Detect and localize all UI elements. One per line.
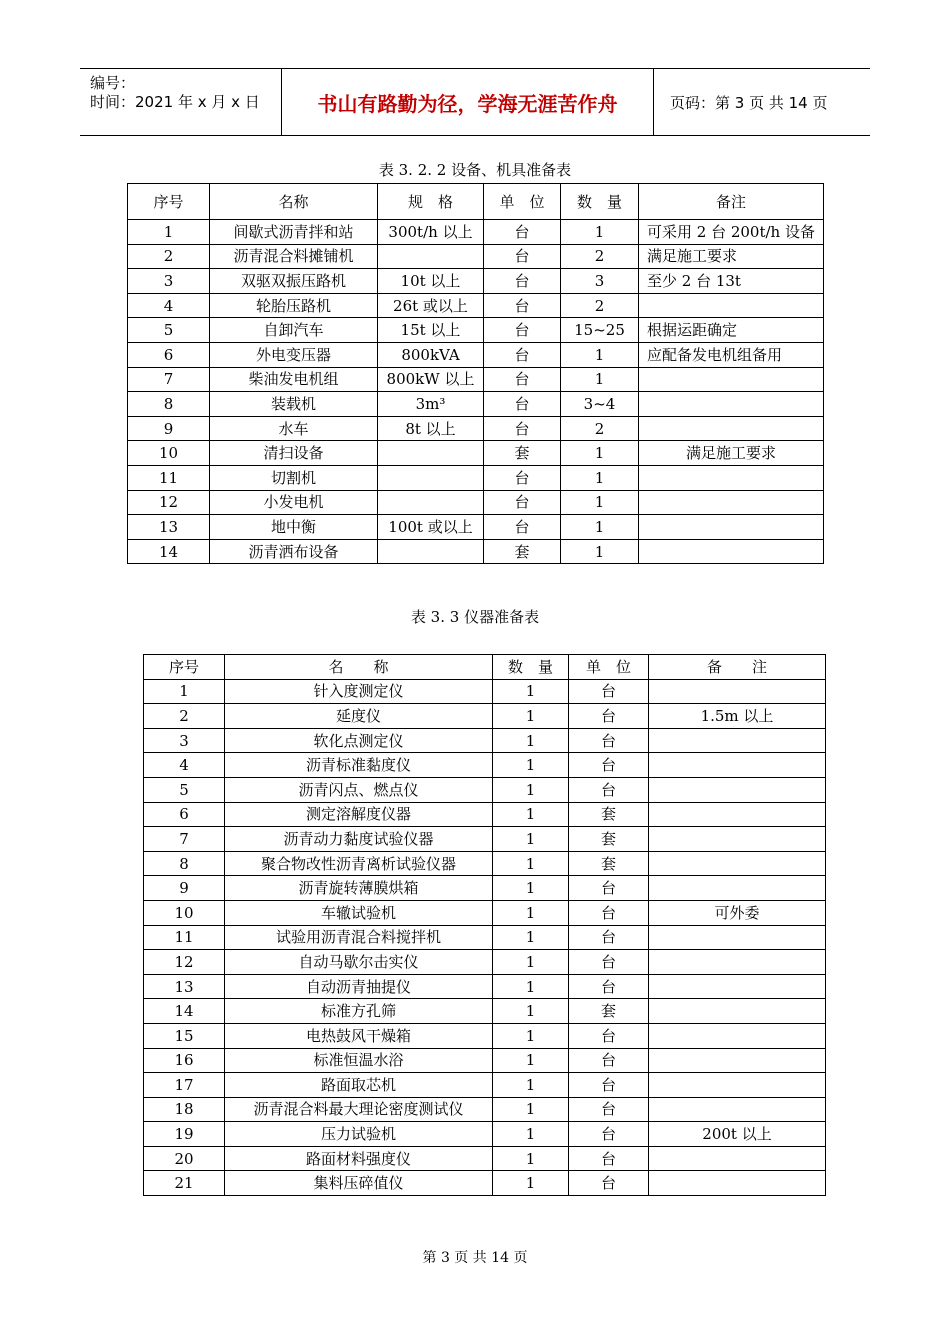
table-row [128,441,824,466]
table-cell [639,392,824,417]
table-cell: 套 [484,539,561,564]
table-cell [649,1097,826,1122]
table-cell: 台 [484,367,561,392]
table-cell: 台 [569,1073,649,1098]
table-cell: 1 [493,704,569,729]
table-cell: 台 [569,1097,649,1122]
table-row [128,416,824,441]
table-cell [639,367,824,392]
table-cell: 12 [144,950,225,975]
table-cell [649,728,826,753]
table-cell: 路面材料强度仪 [225,1146,493,1171]
table-cell: 18 [144,1097,225,1122]
table-cell: 9 [144,876,225,901]
table-cell: 针入度测定仪 [225,679,493,704]
table-cell: 7 [128,367,210,392]
table-cell: 8 [144,851,225,876]
table1-caption: 表 3. 2. 2 设备、机具准备表 [378,161,572,179]
header-row [144,655,826,680]
table-cell: 1 [493,1048,569,1073]
table-cell: 1 [561,490,639,515]
table-cell: 1 [493,925,569,950]
table-cell [639,490,824,515]
table-cell: 沥青标准黏度仪 [225,753,493,778]
table-cell: 台 [484,342,561,367]
table-cell: 20 [144,1146,225,1171]
table-row [128,220,824,245]
equipment-table [127,183,824,564]
table-cell: 14 [144,999,225,1024]
table-cell: 标准方孔筛 [225,999,493,1024]
table-cell [649,1146,826,1171]
table-cell: 2 [561,416,639,441]
table-cell [378,490,484,515]
column-header: 数 量 [493,655,569,680]
table-cell: 延度仪 [225,704,493,729]
table-cell: 1 [561,342,639,367]
table-cell: 19 [144,1122,225,1147]
table-cell [639,465,824,490]
column-header: 序号 [144,655,225,680]
table-cell: 1 [561,465,639,490]
table-cell: 1 [561,220,639,245]
table-cell: 台 [484,318,561,343]
table-cell: 装载机 [210,392,378,417]
table-cell: 小发电机 [210,490,378,515]
table-cell: 双驱双振压路机 [210,269,378,294]
table-cell: 满足施工要求 [639,441,824,466]
table-cell: 台 [484,490,561,515]
column-header: 单 位 [569,655,649,680]
table-row [144,851,826,876]
table-cell: 柴油发电机组 [210,367,378,392]
table-cell: 路面取芯机 [225,1073,493,1098]
table-cell: 800kVA [378,342,484,367]
table-cell: 切割机 [210,465,378,490]
table-cell: 2 [561,244,639,269]
table-cell: 1 [493,802,569,827]
table-cell: 8t 以上 [378,416,484,441]
table-cell: 台 [569,704,649,729]
table-cell: 1 [561,441,639,466]
time-label: 时间：2021 年 x 月 x 日 [90,93,260,111]
table-cell: 1 [144,679,225,704]
table-cell [639,515,824,540]
table-cell [378,465,484,490]
column-header: 数 量 [561,184,639,220]
table-cell: 800kW 以上 [378,367,484,392]
table-cell: 12 [128,490,210,515]
table-cell: 1 [561,515,639,540]
table-cell: 满足施工要求 [639,244,824,269]
table-cell: 2 [561,293,639,318]
table-row [144,1023,826,1048]
table-cell [649,1171,826,1196]
table-cell: 间歇式沥青拌和站 [210,220,378,245]
column-header: 备注 [639,184,824,220]
table-cell: 1 [493,900,569,925]
table-row [144,704,826,729]
table-cell: 台 [484,465,561,490]
table-row [144,999,826,1024]
table-cell: 根据运距确定 [639,318,824,343]
table-cell: 8 [128,392,210,417]
table-cell [649,925,826,950]
table-cell [639,539,824,564]
table-cell: 21 [144,1171,225,1196]
table-cell: 沥青混合料摊铺机 [210,244,378,269]
table-cell [649,974,826,999]
table-cell [639,293,824,318]
table-row [144,827,826,852]
table-row [144,753,826,778]
table-cell: 1 [493,728,569,753]
table-cell: 1 [493,999,569,1024]
table-cell: 1 [493,851,569,876]
table-row [128,539,824,564]
table-row [128,318,824,343]
table-cell: 15 [144,1023,225,1048]
table-cell: 1 [493,1171,569,1196]
table-cell: 1 [493,1073,569,1098]
table-cell: 台 [484,244,561,269]
table-cell: 沥青洒布设备 [210,539,378,564]
table-cell: 3 [561,269,639,294]
column-header: 规 格 [378,184,484,220]
column-header: 名 称 [225,655,493,680]
table-row [144,925,826,950]
table-cell [649,876,826,901]
table-cell: 压力试验机 [225,1122,493,1147]
table-cell: 软化点测定仪 [225,728,493,753]
table-cell [639,416,824,441]
table-row [144,1073,826,1098]
table-cell: 车辙试验机 [225,900,493,925]
table-cell: 台 [569,1048,649,1073]
table-cell: 1 [561,539,639,564]
table-row [128,342,824,367]
table-cell: 套 [569,827,649,852]
table-cell: 应配备发电机组备用 [639,342,824,367]
header-page-info [664,69,870,135]
table-cell: 测定溶解度仪器 [225,802,493,827]
header-motto: 书山有路勤为径，学海无涯苦作舟 [282,69,654,135]
table-cell [649,753,826,778]
table-cell: 6 [144,802,225,827]
table-cell: 13 [128,515,210,540]
table-cell: 沥青混合料最大理论密度测试仪 [225,1097,493,1122]
table-cell [649,827,826,852]
column-header: 单 位 [484,184,561,220]
table-cell: 1 [493,679,569,704]
table-cell: 试验用沥青混合料搅拌机 [225,925,493,950]
table-cell: 17 [144,1073,225,1098]
table-cell [649,950,826,975]
table-cell: 台 [569,679,649,704]
table-cell: 15t 以上 [378,318,484,343]
table-cell: 套 [484,441,561,466]
table-cell: 台 [569,1122,649,1147]
table-cell: 5 [144,777,225,802]
table-cell: 1 [128,220,210,245]
table-row [144,876,826,901]
table-cell: 台 [569,1146,649,1171]
table-cell: 200t 以上 [649,1122,826,1147]
table-cell: 地中衡 [210,515,378,540]
table-cell: 1 [493,777,569,802]
table-cell: 台 [569,753,649,778]
header-meta [80,69,282,135]
instrument-table [143,654,826,1196]
table-cell: 300t/h 以上 [378,220,484,245]
table-cell: 5 [128,318,210,343]
column-header: 名称 [210,184,378,220]
table-cell: 套 [569,802,649,827]
table-row [128,392,824,417]
table-cell [649,777,826,802]
table-cell: 26t 或以上 [378,293,484,318]
table-cell: 台 [569,1023,649,1048]
table-cell: 台 [484,269,561,294]
table-cell: 套 [569,999,649,1024]
table2-caption: 表 3. 3 仪器准备表 [410,608,540,626]
table-cell: 1 [493,974,569,999]
table-cell: 台 [569,925,649,950]
page-header [80,68,870,136]
table-cell [649,679,826,704]
table-cell [378,441,484,466]
table-row [128,293,824,318]
table-cell [649,802,826,827]
table-cell: 3~4 [561,392,639,417]
table-cell [649,1073,826,1098]
table-cell: 沥青闪点、燃点仪 [225,777,493,802]
page-info-text: 页码：第 3 页 共 14 页 [670,93,828,112]
table-cell: 可外委 [649,900,826,925]
table-cell: 台 [569,876,649,901]
code-label: 编号： [90,74,136,92]
table-row [144,777,826,802]
table-cell [649,1048,826,1073]
table-row [144,1146,826,1171]
table-cell: 13 [144,974,225,999]
table-cell: 3m³ [378,392,484,417]
table-cell: 台 [569,974,649,999]
table-cell: 台 [569,900,649,925]
table-cell: 100t 或以上 [378,515,484,540]
table-row [144,1097,826,1122]
table-row [144,1171,826,1196]
header-row [128,184,824,220]
table-row [144,900,826,925]
table-cell: 聚合物改性沥青离析试验仪器 [225,851,493,876]
table-cell: 14 [128,539,210,564]
table-cell [649,1023,826,1048]
table-cell: 1 [493,1023,569,1048]
table-cell: 台 [484,293,561,318]
table-cell: 16 [144,1048,225,1073]
table-cell: 集料压碎值仪 [225,1171,493,1196]
table-cell: 自卸汽车 [210,318,378,343]
table-cell: 台 [484,220,561,245]
table-cell [649,999,826,1024]
table-cell [649,851,826,876]
table-cell: 清扫设备 [210,441,378,466]
table-cell: 自动沥青抽提仪 [225,974,493,999]
table-row [144,679,826,704]
table-cell: 台 [569,950,649,975]
column-header: 备 注 [649,655,826,680]
table-cell: 沥青动力黏度试验仪器 [225,827,493,852]
table-cell: 11 [144,925,225,950]
table-cell: 9 [128,416,210,441]
table-cell: 可采用 2 台 200t/h 设备 [639,220,824,245]
table-row [144,728,826,753]
table-cell: 电热鼓风干燥箱 [225,1023,493,1048]
page-footer: 第 3 页 共 14 页 [422,1250,528,1266]
table-cell: 台 [484,515,561,540]
table-cell [378,539,484,564]
table-cell: 1 [493,876,569,901]
table-row [128,490,824,515]
table-cell: 标准恒温水浴 [225,1048,493,1073]
table-cell [378,244,484,269]
table-cell: 自动马歇尔击实仪 [225,950,493,975]
table-cell: 10 [144,900,225,925]
table-row [128,515,824,540]
table-cell: 至少 2 台 13t [639,269,824,294]
table-cell: 10 [128,441,210,466]
table-row [144,1122,826,1147]
table-cell: 7 [144,827,225,852]
table-row [144,974,826,999]
table-cell: 10t 以上 [378,269,484,294]
column-header: 序号 [128,184,210,220]
table-cell: 4 [144,753,225,778]
table-row [128,367,824,392]
table-row [128,244,824,269]
table-cell: 1 [493,1097,569,1122]
table-cell: 6 [128,342,210,367]
table-cell: 台 [569,1171,649,1196]
table-cell: 1 [493,950,569,975]
table-cell: 1 [493,1146,569,1171]
table-cell: 4 [128,293,210,318]
table-cell: 1 [493,753,569,778]
table-cell: 1 [493,827,569,852]
table-cell: 台 [569,777,649,802]
table-cell: 1 [493,1122,569,1147]
table-row [144,802,826,827]
table-cell: 台 [569,728,649,753]
table-cell: 套 [569,851,649,876]
table-cell: 3 [128,269,210,294]
table-cell: 外电变压器 [210,342,378,367]
table-row [128,269,824,294]
table-cell: 1 [561,367,639,392]
table-row [128,465,824,490]
table-cell: 11 [128,465,210,490]
table-row [144,1048,826,1073]
table-cell: 1.5m 以上 [649,704,826,729]
table-cell: 沥青旋转薄膜烘箱 [225,876,493,901]
table-cell: 轮胎压路机 [210,293,378,318]
table-cell: 台 [484,416,561,441]
table-cell: 2 [128,244,210,269]
table-cell: 15~25 [561,318,639,343]
table-cell: 台 [484,392,561,417]
table-cell: 3 [144,728,225,753]
table-row [144,950,826,975]
table-cell: 2 [144,704,225,729]
table-cell: 水车 [210,416,378,441]
